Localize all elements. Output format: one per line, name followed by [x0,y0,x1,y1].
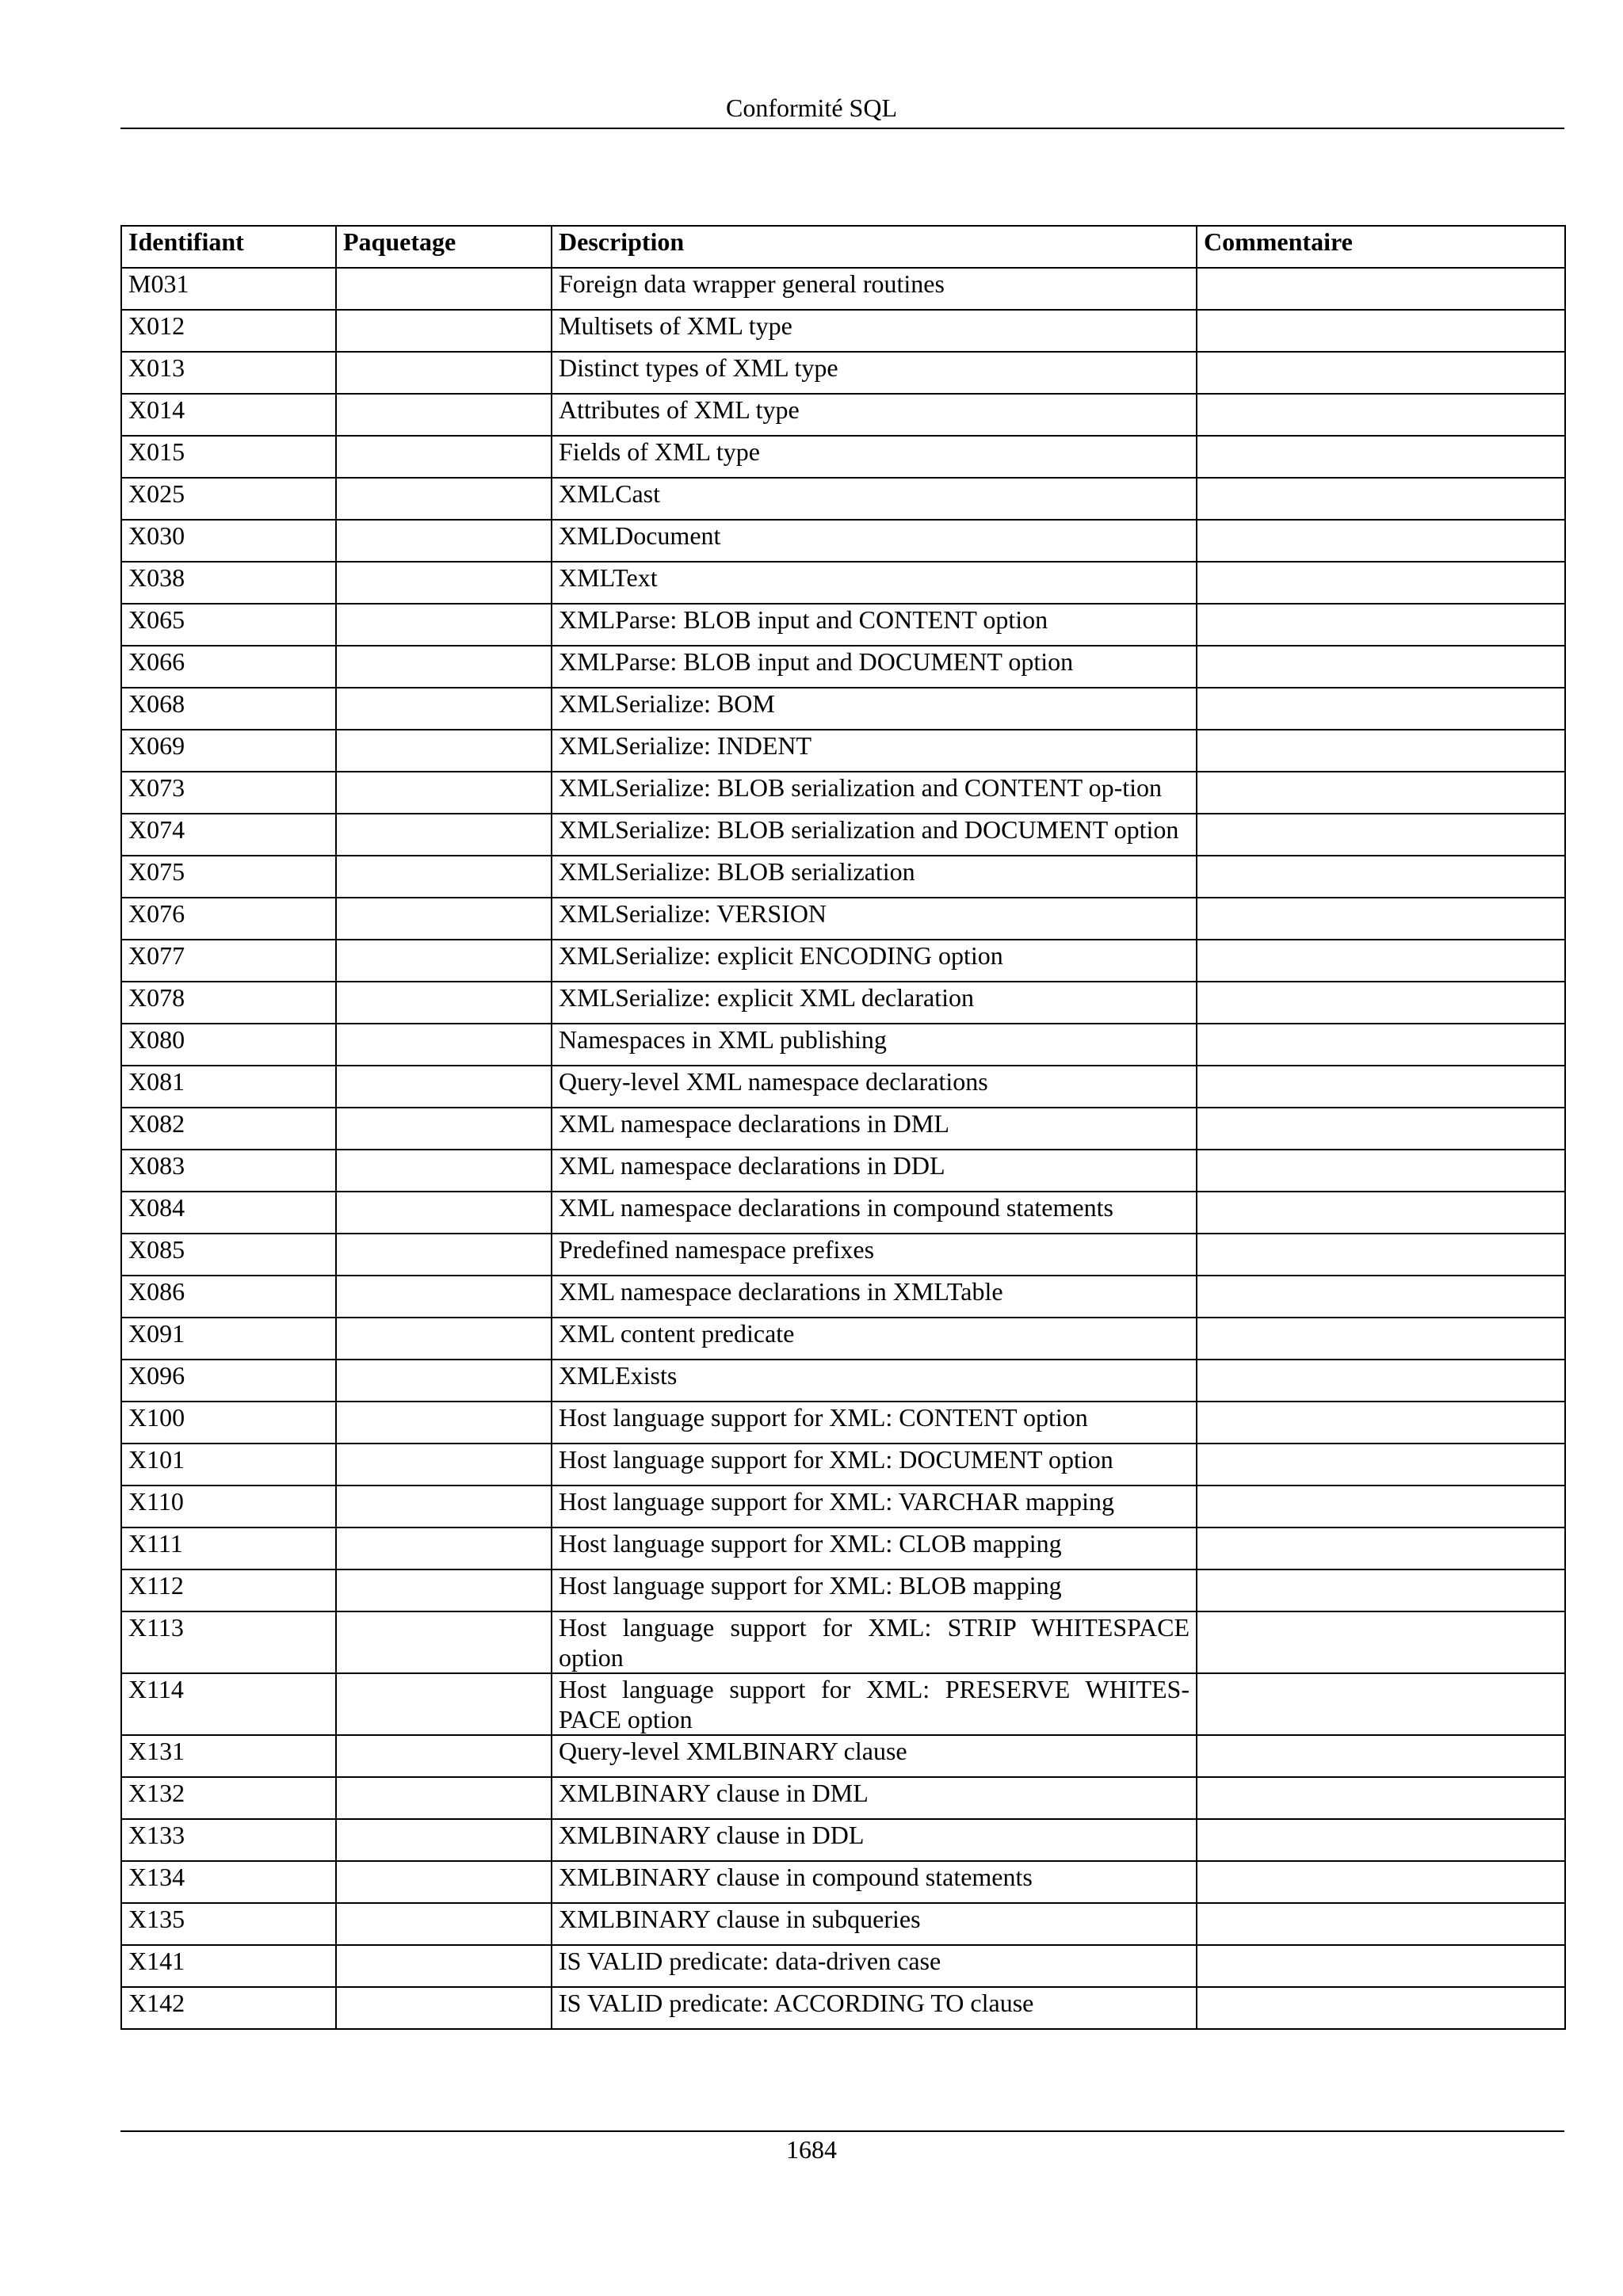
cell-commentaire [1197,898,1565,940]
cell-paquetage [336,1735,552,1777]
cell-paquetage [336,982,552,1024]
cell-commentaire [1197,1945,1565,1987]
cell-description: Host language support for XML: PRESERVE WHITES-PACE option [552,1673,1197,1735]
cell-description: Host language support for XML: BLOB mapping [552,1569,1197,1611]
cell-paquetage [336,1276,552,1318]
cell-description: XMLCast [552,478,1197,520]
column-header-commentaire: Commentaire [1197,226,1565,268]
cell-commentaire [1197,1276,1565,1318]
cell-paquetage [336,352,552,394]
cell-commentaire [1197,1402,1565,1444]
cell-paquetage [336,856,552,898]
cell-commentaire [1197,1192,1565,1234]
page-header-title: Conformité SQL [726,93,897,122]
cell-paquetage [336,1987,552,2029]
cell-identifiant: X013 [121,352,336,394]
table-row [121,1527,1565,1569]
cell-paquetage [336,730,552,772]
cell-identifiant: X142 [121,1987,336,2029]
cell-identifiant: X069 [121,730,336,772]
table-row [121,1945,1565,1987]
table-row [121,1066,1565,1108]
cell-identifiant: X091 [121,1318,336,1360]
table-row [121,1234,1565,1276]
cell-description: XMLSerialize: explicit XML declaration [552,982,1197,1024]
cell-commentaire [1197,1735,1565,1777]
cell-identifiant: X112 [121,1569,336,1611]
column-header-description: Description [552,226,1197,268]
cell-commentaire [1197,730,1565,772]
cell-paquetage [336,562,552,604]
cell-commentaire [1197,1360,1565,1402]
table-body [121,268,1565,2029]
cell-paquetage [336,772,552,814]
cell-description: XMLSerialize: BLOB serialization [552,856,1197,898]
cell-paquetage [336,1673,552,1735]
cell-paquetage [336,604,552,646]
table-row [121,352,1565,394]
cell-paquetage [336,268,552,310]
cell-description: XMLSerialize: VERSION [552,898,1197,940]
cell-paquetage [336,478,552,520]
cell-commentaire [1197,268,1565,310]
cell-identifiant: X038 [121,562,336,604]
cell-identifiant: X078 [121,982,336,1024]
table-row [121,688,1565,730]
table-row [121,1819,1565,1861]
cell-paquetage [336,1527,552,1569]
table-header-row [121,226,1565,268]
cell-commentaire [1197,814,1565,856]
features-table [120,225,1566,2030]
cell-identifiant: X114 [121,1673,336,1735]
cell-description: Fields of XML type [552,436,1197,478]
cell-description: XMLSerialize: BOM [552,688,1197,730]
cell-description: XML namespace declarations in compound statements [552,1192,1197,1234]
header-rule [120,128,1564,129]
cell-commentaire [1197,1903,1565,1945]
table-row [121,1402,1565,1444]
cell-identifiant: X065 [121,604,336,646]
cell-description: XMLBINARY clause in subqueries [552,1903,1197,1945]
table-row [121,898,1565,940]
cell-description: Multisets of XML type [552,310,1197,352]
cell-paquetage [336,814,552,856]
cell-commentaire [1197,310,1565,352]
cell-commentaire [1197,1611,1565,1673]
table-row [121,394,1565,436]
cell-paquetage [336,1444,552,1486]
table-row [121,478,1565,520]
cell-identifiant: X012 [121,310,336,352]
cell-identifiant: X111 [121,1527,336,1569]
cell-paquetage [336,1486,552,1527]
cell-paquetage [336,1819,552,1861]
cell-identifiant: X086 [121,1276,336,1318]
cell-paquetage [336,1611,552,1673]
table-row [121,1108,1565,1150]
table-row [121,1150,1565,1192]
cell-identifiant: X025 [121,478,336,520]
cell-paquetage [336,898,552,940]
table-row [121,1192,1565,1234]
cell-description: Query-level XMLBINARY clause [552,1735,1197,1777]
cell-commentaire [1197,436,1565,478]
cell-description: Host language support for XML: CLOB mapping [552,1527,1197,1569]
cell-description: XMLBINARY clause in DML [552,1777,1197,1819]
cell-description: XMLExists [552,1360,1197,1402]
column-header-identifiant: Identifiant [121,226,336,268]
table-row [121,1569,1565,1611]
table-row [121,310,1565,352]
cell-paquetage [336,1150,552,1192]
cell-paquetage [336,646,552,688]
table-row [121,1735,1565,1777]
cell-commentaire [1197,982,1565,1024]
cell-description: Distinct types of XML type [552,352,1197,394]
cell-paquetage [336,1192,552,1234]
table-row [121,604,1565,646]
cell-commentaire [1197,1444,1565,1486]
cell-description: XMLParse: BLOB input and CONTENT option [552,604,1197,646]
cell-description: Host language support for XML: STRIP WHITESPACE option [552,1611,1197,1673]
table-row [121,1486,1565,1527]
cell-identifiant: X110 [121,1486,336,1527]
cell-paquetage [336,520,552,562]
cell-paquetage [336,1777,552,1819]
cell-description: Predefined namespace prefixes [552,1234,1197,1276]
table-row [121,1024,1565,1066]
cell-paquetage [336,310,552,352]
cell-identifiant: X080 [121,1024,336,1066]
cell-description: Host language support for XML: DOCUMENT option [552,1444,1197,1486]
table-row [121,1360,1565,1402]
cell-identifiant: X077 [121,940,336,982]
cell-identifiant: X131 [121,1735,336,1777]
cell-paquetage [336,1066,552,1108]
cell-description: Host language support for XML: VARCHAR mapping [552,1486,1197,1527]
cell-paquetage [336,1024,552,1066]
cell-identifiant: X084 [121,1192,336,1234]
cell-paquetage [336,1861,552,1903]
cell-commentaire [1197,1987,1565,2029]
cell-identifiant: X135 [121,1903,336,1945]
cell-commentaire [1197,478,1565,520]
cell-commentaire [1197,1024,1565,1066]
cell-description: XMLSerialize: INDENT [552,730,1197,772]
cell-identifiant: X101 [121,1444,336,1486]
cell-identifiant: X096 [121,1360,336,1402]
cell-commentaire [1197,1150,1565,1192]
cell-identifiant: X141 [121,1945,336,1987]
table-row [121,1903,1565,1945]
table-row [121,1673,1565,1735]
cell-commentaire [1197,520,1565,562]
cell-identifiant: X085 [121,1234,336,1276]
table-row [121,856,1565,898]
cell-identifiant: X073 [121,772,336,814]
table-row [121,268,1565,310]
cell-description: XMLSerialize: explicit ENCODING option [552,940,1197,982]
cell-paquetage [336,940,552,982]
table-row [121,562,1565,604]
table-row [121,1987,1565,2029]
cell-commentaire [1197,604,1565,646]
table-row [121,772,1565,814]
cell-description: XML namespace declarations in DML [552,1108,1197,1150]
cell-identifiant: X133 [121,1819,336,1861]
cell-description: IS VALID predicate: ACCORDING TO clause [552,1987,1197,2029]
table-row [121,730,1565,772]
cell-paquetage [336,1903,552,1945]
cell-identifiant: X100 [121,1402,336,1444]
cell-commentaire [1197,562,1565,604]
cell-commentaire [1197,1861,1565,1903]
page-number: 1684 [786,2135,837,2164]
cell-description: XMLText [552,562,1197,604]
cell-commentaire [1197,352,1565,394]
cell-paquetage [336,1234,552,1276]
cell-commentaire [1197,646,1565,688]
cell-description: Query-level XML namespace declarations [552,1066,1197,1108]
cell-identifiant: X134 [121,1861,336,1903]
cell-identifiant: X083 [121,1150,336,1192]
table-row [121,520,1565,562]
cell-commentaire [1197,1066,1565,1108]
cell-description: Foreign data wrapper general routines [552,268,1197,310]
cell-commentaire [1197,772,1565,814]
table-row [121,1611,1565,1673]
cell-description: XMLDocument [552,520,1197,562]
cell-paquetage [336,436,552,478]
cell-identifiant: X015 [121,436,336,478]
cell-identifiant: M031 [121,268,336,310]
cell-commentaire [1197,1777,1565,1819]
cell-commentaire [1197,1486,1565,1527]
cell-commentaire [1197,1108,1565,1150]
footer-rule [120,2130,1564,2132]
cell-identifiant: X014 [121,394,336,436]
cell-commentaire [1197,940,1565,982]
table-row [121,1318,1565,1360]
cell-description: XML namespace declarations in XMLTable [552,1276,1197,1318]
cell-description: XML namespace declarations in DDL [552,1150,1197,1192]
cell-paquetage [336,1402,552,1444]
cell-identifiant: X076 [121,898,336,940]
cell-commentaire [1197,688,1565,730]
table-row [121,940,1565,982]
table-row [121,1777,1565,1819]
cell-commentaire [1197,1569,1565,1611]
cell-commentaire [1197,394,1565,436]
cell-commentaire [1197,1234,1565,1276]
cell-paquetage [336,688,552,730]
cell-identifiant: X066 [121,646,336,688]
table-row [121,1861,1565,1903]
cell-commentaire [1197,1819,1565,1861]
cell-paquetage [336,1569,552,1611]
cell-description: Attributes of XML type [552,394,1197,436]
cell-description: XMLSerialize: BLOB serialization and CONTENT op-tion [552,772,1197,814]
cell-description: XMLParse: BLOB input and DOCUMENT option [552,646,1197,688]
cell-paquetage [336,1108,552,1150]
cell-identifiant: X075 [121,856,336,898]
cell-description: XMLBINARY clause in compound statements [552,1861,1197,1903]
cell-description: XMLSerialize: BLOB serialization and DOCUMENT option [552,814,1197,856]
cell-paquetage [336,1360,552,1402]
cell-commentaire [1197,856,1565,898]
table-row [121,646,1565,688]
cell-description: Host language support for XML: CONTENT option [552,1402,1197,1444]
cell-description: IS VALID predicate: data-driven case [552,1945,1197,1987]
column-header-paquetage: Paquetage [336,226,552,268]
cell-paquetage [336,1945,552,1987]
cell-commentaire [1197,1673,1565,1735]
cell-description: Namespaces in XML publishing [552,1024,1197,1066]
cell-paquetage [336,394,552,436]
table-row [121,814,1565,856]
cell-identifiant: X081 [121,1066,336,1108]
cell-identifiant: X113 [121,1611,336,1673]
cell-identifiant: X068 [121,688,336,730]
table-row [121,1276,1565,1318]
cell-description: XML content predicate [552,1318,1197,1360]
table-row [121,1444,1565,1486]
cell-identifiant: X074 [121,814,336,856]
cell-paquetage [336,1318,552,1360]
cell-identifiant: X132 [121,1777,336,1819]
cell-identifiant: X030 [121,520,336,562]
cell-identifiant: X082 [121,1108,336,1150]
table-row [121,436,1565,478]
table-row [121,982,1565,1024]
cell-commentaire [1197,1527,1565,1569]
cell-description: XMLBINARY clause in DDL [552,1819,1197,1861]
cell-commentaire [1197,1318,1565,1360]
